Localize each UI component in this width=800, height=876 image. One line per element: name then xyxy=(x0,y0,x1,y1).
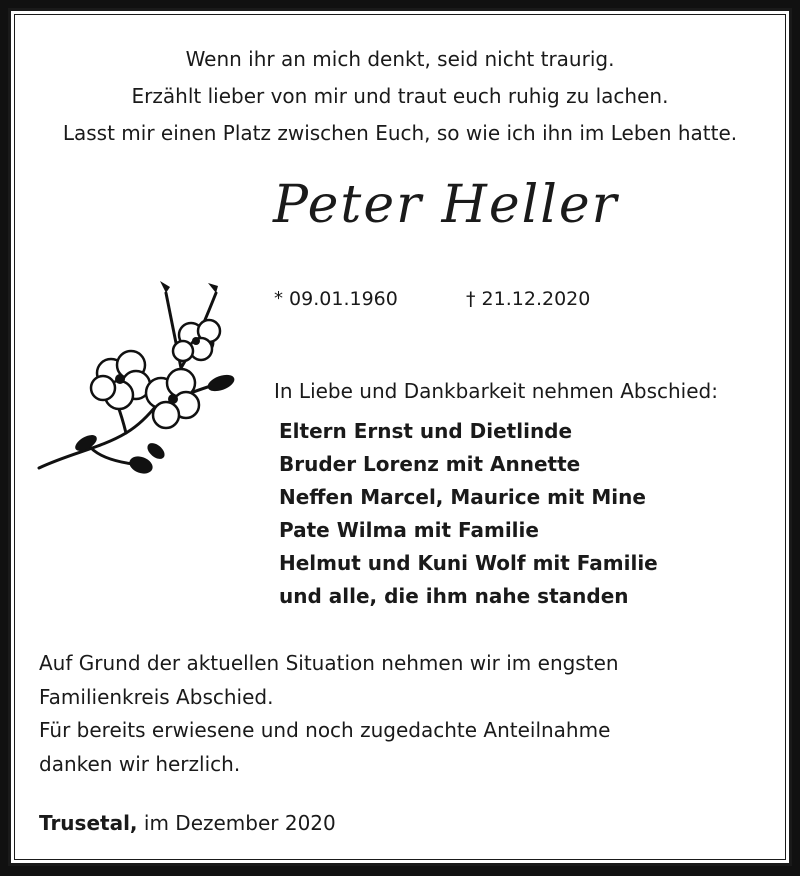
message xyxy=(39,647,619,781)
obituary-notice xyxy=(8,8,792,866)
birth-date-value: 09.01.1960 xyxy=(289,288,398,310)
place-name: Trusetal, xyxy=(39,811,138,835)
deceased-name: Peter Heller xyxy=(273,175,619,235)
birth-date xyxy=(274,288,398,310)
mourners-list xyxy=(279,415,658,613)
death-symbol: † xyxy=(466,288,476,310)
poem-line: Wenn ihr an mich denkt, seid nicht traurig. xyxy=(185,47,615,71)
farewell-intro: In Liebe und Dankbarkeit nehmen Abschied: xyxy=(274,379,718,403)
poem-line: Lasst mir einen Platz zwischen Euch, so wie ich ihn im Leben hatte. xyxy=(62,121,738,145)
mourner-line: Pate Wilma mit Familie xyxy=(279,518,539,542)
poem xyxy=(11,41,789,152)
mourner-line: Neffen Marcel, Maurice mit Mine xyxy=(279,485,646,509)
flower-branch-icon xyxy=(31,273,251,488)
message-line: Für bereits erwiesene und noch zugedachte Anteilnahme xyxy=(39,718,611,742)
death-date-value: 21.12.2020 xyxy=(481,288,591,310)
poem-line: Erzählt lieber von mir und traut euch ruhig zu lachen. xyxy=(131,84,669,108)
message-line: Familienkreis Abschied. xyxy=(39,684,274,709)
message-line: danken wir herzlich. xyxy=(39,751,241,776)
birth-symbol: * xyxy=(274,288,283,309)
message-line: Auf Grund der aktuellen Situation nehmen wir im engsten xyxy=(39,651,619,675)
closing-date: im Dezember 2020 xyxy=(143,811,336,835)
closing-line xyxy=(39,811,336,835)
death-date xyxy=(466,288,590,310)
mourner-line: Helmut und Kuni Wolf mit Familie xyxy=(279,551,658,575)
mourner-line: und alle, die ihm nahe standen xyxy=(279,584,629,608)
mourner-line: Eltern Ernst und Dietlinde xyxy=(279,419,573,443)
mourner-line: Bruder Lorenz mit Annette xyxy=(279,452,581,476)
